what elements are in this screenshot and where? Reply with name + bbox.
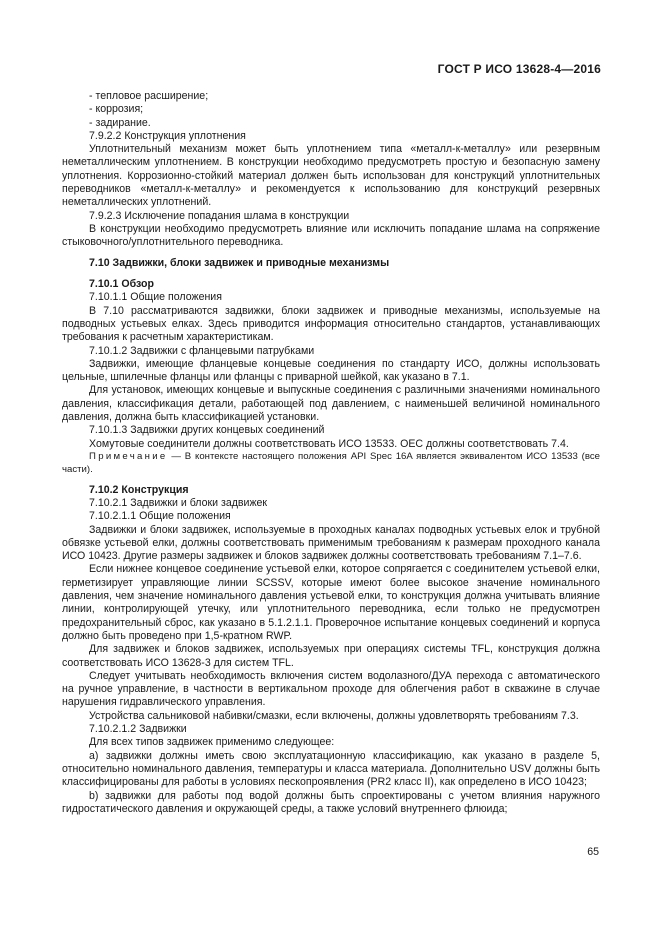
note-label: Примечание: [89, 450, 168, 462]
section-heading-7-10-1-1: 7.10.1.1 Общие положения: [89, 291, 222, 304]
paragraph: Задвижки, имеющие фланцевые концевые соединения по стандарту ИСО, должны использовать цельные, шпилечные фланцы или фланцы с приварной шейкой, как указано в 7.1.: [62, 357, 600, 384]
section-heading-7-10-2-1-1: 7.10.2.1.1 Общие положения: [89, 510, 231, 523]
paragraph: Хомутовые соединители должны соответствовать ИСО 13533. ОЕС должны соответствовать 7.4.: [89, 437, 569, 450]
page-body: [62, 90, 600, 816]
paragraph: Следует учитывать необходимость включения систем водолазного/ДУА перехода с автоматического на ручное управление, в частности в вертикальном проходе для облегчения работ в скважине в случае нарушения гидравлического управления.: [62, 669, 600, 709]
note-text: — В контексте настоящего положения API Spec 16A является эквивалентом ИСО 13533 (все части).: [62, 450, 600, 475]
page-number: 65: [587, 846, 599, 858]
section-heading-7-10-1: 7.10.1 Обзор: [89, 278, 154, 291]
section-heading-7-10-2: 7.10.2 Конструкция: [89, 483, 189, 496]
section-heading-7-10-2-1: 7.10.2.1 Задвижки и блоки задвижек: [89, 496, 268, 509]
list-item: - коррозия;: [89, 103, 144, 116]
list-item: - задирание.: [89, 116, 151, 129]
paragraph: Если нижнее концевое соединение устьевой елки, которое сопрягается с соединителем устьевой елки, герметизирует управляющие линии SCSSV, которые имеют более высокое значение номинального давления, чем значение номинального давления устьевой елки, то конструкция должна учитывать влияние линии, контролирующей утечку, или уплотнительного переводника, если только не предусмотрен предохранительный сброс, как указано в 5.1.2.1.1. Проверочное испытание концевых соединений и корпуса должно быть проведено при 1,5-кратном RWP.: [62, 563, 600, 642]
paragraph: Для всех типов задвижек применимо следующее:: [89, 736, 335, 749]
document-header: ГОСТ Р ИСО 13628-4—2016: [437, 62, 601, 76]
list-item: - тепловое расширение;: [89, 90, 209, 102]
list-item: а) задвижки должны иметь свою эксплуатационную классификацию, как указано в разделе 5, относительно номинального давления, температуры и класса материала. Дополнительно USV должны быть классифицированы для работы в условиях пескопроявления (PR2 класс II), как определено в ИСО 10423;: [62, 749, 600, 789]
section-heading-7-9-2-2: 7.9.2.2 Конструкция уплотнения: [89, 129, 246, 142]
paragraph: Задвижки и блоки задвижек, используемые в проходных каналах подводных устьевых елок и трубной обвязке устьевой елки, должны соответствовать применимым требованиям к размерам проходного канала ИСО 10423. Другие размеры задвижек и блоков задвижек должны соответствовать требованиям 7.1–7.6.: [62, 523, 600, 563]
section-heading-7-10-2-1-2: 7.10.2.1.2 Задвижки: [89, 723, 187, 736]
paragraph: В конструкции необходимо предусмотреть влияние или исключить попадание шлама на сопряжение стыковочного/уплотнительного переводника.: [62, 222, 600, 249]
paragraph: В 7.10 рассматриваются задвижки, блоки задвижек и приводные механизмы, используемые на подводных устьевых елках. Здесь приводится информация относительно стандартов, устанавливающих требования к расчетным характеристикам.: [62, 304, 600, 344]
section-heading-7-9-2-3: 7.9.2.3 Исключение попадания шлама в конструкции: [89, 209, 350, 222]
section-heading-7-10-1-3: 7.10.1.3 Задвижки других концевых соединений: [89, 424, 325, 437]
list-item: b) задвижки для работы под водой должны быть спроектированы с учетом влияния наружного гидростатического давления и окружающей среды, а также условий внутреннего флюида;: [62, 789, 600, 815]
paragraph: Устройства сальниковой набивки/смазки, если включены, должны удовлетворять требованиям 7.3.: [89, 709, 579, 722]
section-heading-7-10: 7.10 Задвижки, блоки задвижек и приводные механизмы: [89, 257, 390, 270]
note: [62, 451, 600, 476]
paragraph: Для задвижек и блоков задвижек, используемых при операциях системы TFL, конструкция должна соответствовать ИСО 13628-3 для систем TFL.: [62, 643, 600, 669]
paragraph: Уплотнительный механизм может быть уплотнением типа «металл-к-металлу» или резервным неметаллическим уплотнением. В конструкции необходимо предусмотреть простую и безопасную замену уплотнения. Коррозионно-стойкий материал должен быть использован для конструкций уплотнительных переводников «металл-к-металлу» и рекомендуется к использованию для конструкций резервных неметаллических уплотнений.: [62, 143, 600, 209]
paragraph: Для установок, имеющих концевые и выпускные соединения с различными значениями номинального давления, классификация детали, работающей под давлением, с наименьшей величиной номинального давления, должна быть классификацией установки.: [62, 384, 600, 424]
section-heading-7-10-1-2: 7.10.1.2 Задвижки с фланцевыми патрубками: [89, 344, 315, 357]
